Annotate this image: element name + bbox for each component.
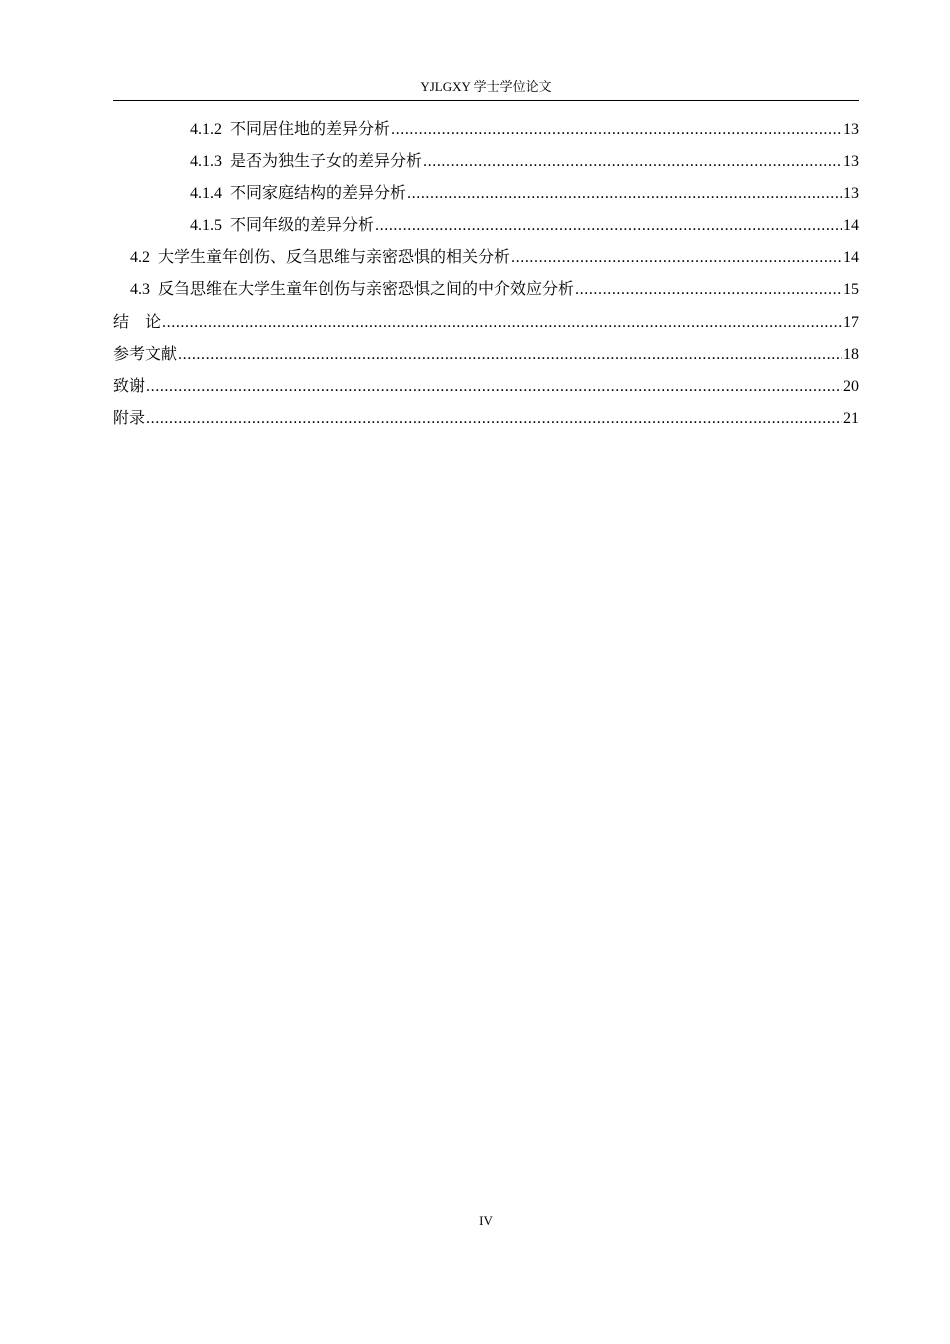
toc-entry-number: 4.3	[130, 281, 150, 298]
toc-entry[interactable]	[113, 274, 859, 306]
page-number: IV	[479, 1213, 493, 1228]
toc-entry-title: 结 论	[113, 312, 162, 331]
toc-entry[interactable]	[113, 370, 859, 402]
table-of-contents	[113, 114, 859, 434]
dot-leader	[146, 403, 842, 435]
toc-entry-page: 18	[843, 346, 859, 363]
toc-entry[interactable]	[113, 210, 859, 242]
toc-entry-page: 21	[843, 410, 859, 427]
toc-entry[interactable]	[113, 114, 859, 146]
toc-entry-title: 是否为独生子女的差异分析	[230, 153, 423, 170]
toc-entry-number: 4.1.2	[190, 121, 222, 138]
dot-leader	[407, 178, 842, 210]
toc-entry-title: 不同居住地的差异分析	[230, 121, 391, 138]
toc-entry[interactable]	[113, 178, 859, 210]
dot-leader	[511, 242, 842, 274]
toc-entry-title: 致谢	[113, 376, 146, 395]
dot-leader	[178, 339, 842, 371]
toc-entry-number: 4.1.4	[190, 185, 222, 202]
toc-entry-title: 不同年级的差异分析	[230, 217, 375, 234]
toc-entry[interactable]	[113, 146, 859, 178]
dot-leader	[162, 307, 842, 339]
toc-entry-number: 4.2	[130, 249, 150, 266]
dot-leader	[146, 371, 842, 403]
dot-leader	[575, 274, 842, 306]
toc-entry-page: 20	[843, 378, 859, 395]
toc-entry-title: 附录	[113, 408, 146, 427]
toc-entry-page: 13	[843, 121, 859, 138]
toc-entry[interactable]	[113, 306, 859, 338]
toc-entry-page: 15	[843, 281, 859, 298]
toc-entry-title: 反刍思维在大学生童年创伤与亲密恐惧之间的中介效应分析	[158, 281, 575, 298]
header-rule	[113, 100, 859, 101]
dot-leader	[391, 114, 842, 146]
toc-entry-page: 13	[843, 185, 859, 202]
toc-entry-number: 4.1.5	[190, 217, 222, 234]
toc-entry-title: 大学生童年创伤、反刍思维与亲密恐惧的相关分析	[158, 249, 511, 266]
toc-entry-number: 4.1.3	[190, 153, 222, 170]
page-header: YJLGXY 学士学位论文	[420, 79, 552, 94]
toc-entry-page: 17	[843, 314, 859, 331]
toc-entry-page: 13	[843, 153, 859, 170]
toc-entry-page: 14	[843, 217, 859, 234]
dot-leader	[375, 210, 842, 242]
toc-entry-title: 参考文献	[113, 344, 178, 363]
toc-entry-page: 14	[843, 249, 859, 266]
toc-entry-title: 不同家庭结构的差异分析	[230, 185, 407, 202]
toc-entry[interactable]	[113, 242, 859, 274]
dot-leader	[423, 146, 842, 178]
toc-entry[interactable]	[113, 402, 859, 434]
toc-entry[interactable]	[113, 338, 859, 370]
